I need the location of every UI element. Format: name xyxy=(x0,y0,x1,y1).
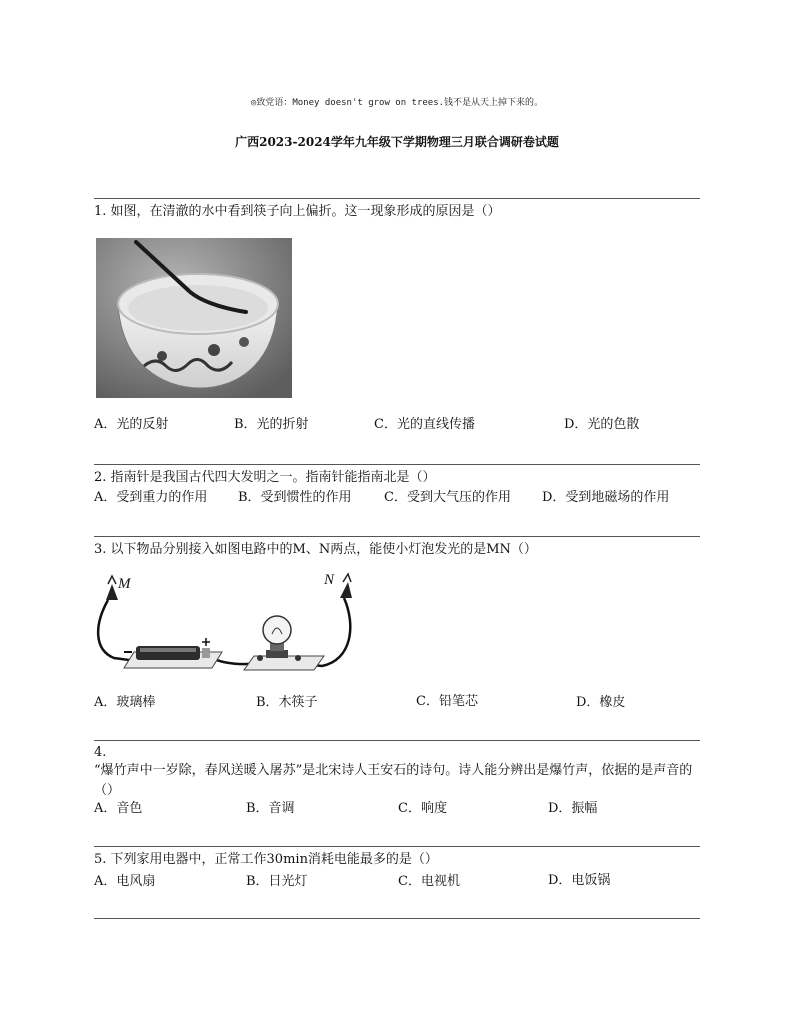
question-4-number: 4. xyxy=(94,745,107,760)
divider xyxy=(94,464,700,465)
divider xyxy=(94,536,700,537)
question-3-option-c[interactable]: C．铅笔芯 xyxy=(416,694,478,709)
question-5-stem: 5. 下列家用电器中，正常工作30min消耗电能最多的是（） xyxy=(94,852,438,867)
circuit-diagram xyxy=(94,570,364,680)
page-title: 广西2023-2024学年九年级下学期物理三月联合调研卷试题 xyxy=(235,135,559,149)
question-4-option-b[interactable]: B．音调 xyxy=(246,801,295,816)
question-4-option-a[interactable]: A．音色 xyxy=(94,801,143,816)
question-2-option-d[interactable]: D．受到地磁场的作用 xyxy=(542,490,670,505)
question-1-option-a[interactable]: A．光的反射 xyxy=(94,417,169,432)
divider xyxy=(94,198,700,199)
divider xyxy=(94,918,700,919)
question-4-option-c[interactable]: C．响度 xyxy=(398,801,447,816)
question-5-option-d[interactable]: D．电饭锅 xyxy=(548,873,611,888)
question-5-option-a[interactable]: A．电风扇 xyxy=(94,874,156,889)
bowl-illustration xyxy=(96,238,292,398)
question-3-option-b[interactable]: B．木筷子 xyxy=(256,695,318,710)
question-1-stem: 1. 如图，在清澈的水中看到筷子向上偏折。这一现象形成的原因是（） xyxy=(94,204,501,219)
question-4-option-d[interactable]: D．振幅 xyxy=(548,801,598,816)
question-1-option-d[interactable]: D．光的色散 xyxy=(564,417,640,432)
question-4-stem: “爆竹声中一岁除，春风送暖入屠苏”是北宋诗人王安石的诗句。诗人能分辨出是爆竹声，依据的是声音的（） xyxy=(94,763,693,798)
question-3-option-d[interactable]: D．橡皮 xyxy=(576,695,626,710)
question-1-option-b[interactable]: B．光的折射 xyxy=(234,417,309,432)
terminal-m-label: M xyxy=(118,576,131,592)
question-3-stem: 3. 以下物品分别接入如图电路中的M、N两点，能使小灯泡发光的是MN（） xyxy=(94,542,537,557)
question-2-option-c[interactable]: C．受到大气压的作用 xyxy=(384,490,511,505)
chopstick-bowl-photo xyxy=(96,238,292,398)
question-2-stem: 2. 指南针是我国古代四大发明之一。指南针能指南北是（） xyxy=(94,470,436,485)
divider xyxy=(94,846,700,847)
question-2-option-b[interactable]: B．受到惯性的作用 xyxy=(238,490,352,505)
question-5-option-b[interactable]: B．日光灯 xyxy=(246,874,308,889)
terminal-n-label: N xyxy=(324,572,335,588)
question-5-option-c[interactable]: C．电视机 xyxy=(398,874,460,889)
question-3-option-a[interactable]: A．玻璃棒 xyxy=(94,695,156,710)
header-note: ◎致党语：Money doesn't grow on trees.钱不是从天上掉下来的。 xyxy=(250,98,544,108)
question-2-option-a[interactable]: A．受到重力的作用 xyxy=(94,490,208,505)
question-1-option-c[interactable]: C．光的直线传播 xyxy=(374,417,475,432)
divider xyxy=(94,740,700,741)
